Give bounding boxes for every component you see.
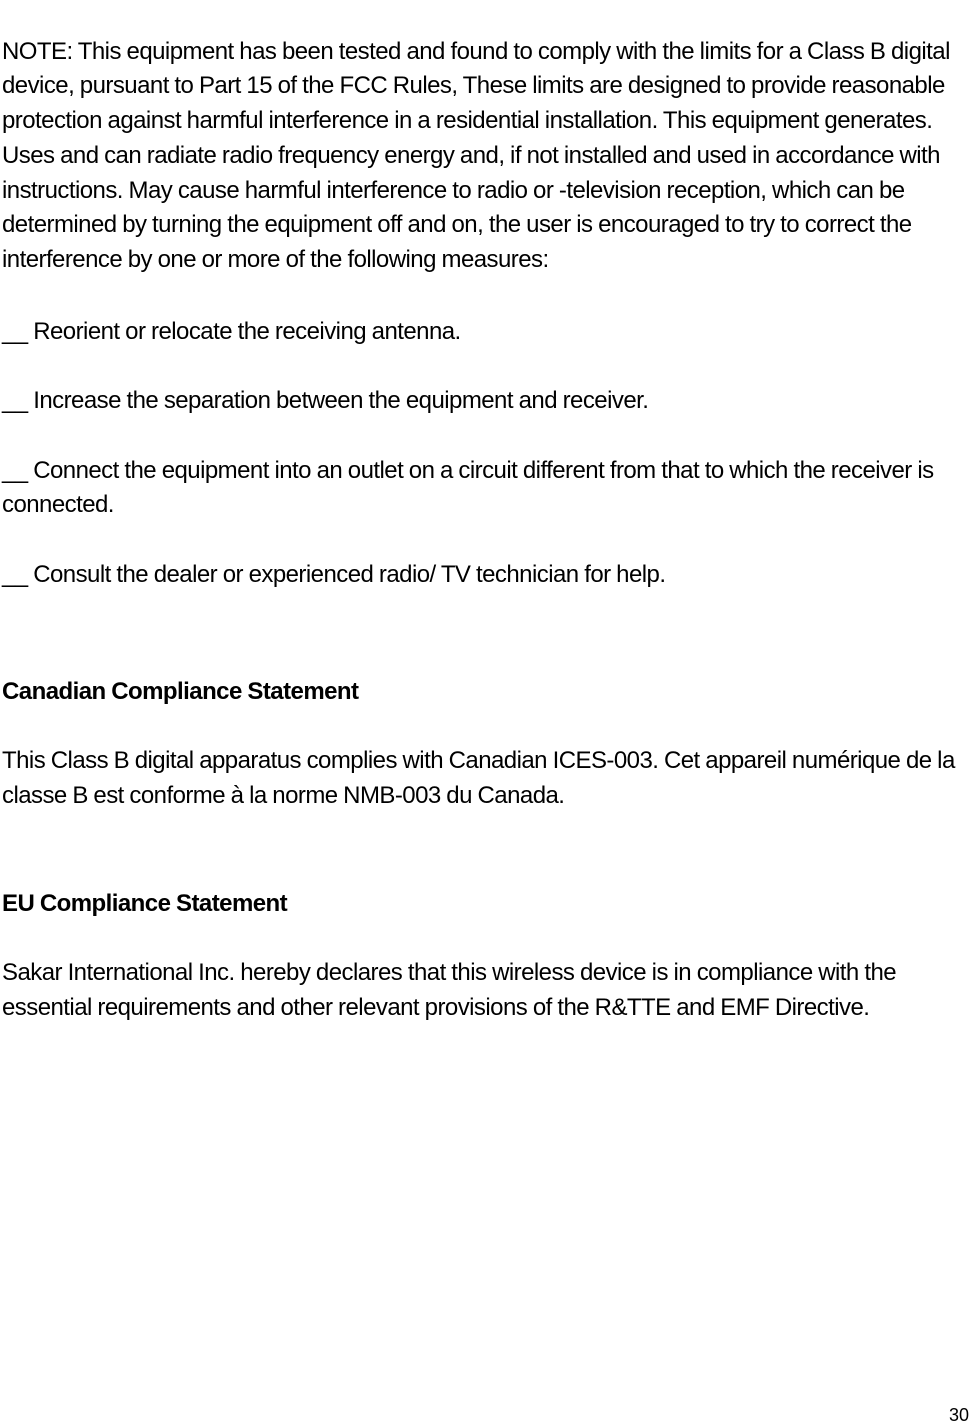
fcc-measure-item: __ Connect the equipment into an outlet on a circuit different from that to which the receiver is connected. — [2, 456, 934, 519]
eu-compliance-heading: EU Compliance Statement — [2, 889, 288, 917]
fcc-measure-item: __ Increase the separation between the equipment and receiver. — [2, 387, 649, 415]
eu-compliance-text: Sakar International Inc. hereby declares that this wireless device is in compliance with the essential requirements and other relevant provisions of the R&TTE and EMF Directive. — [2, 959, 897, 1021]
fcc-note-text: NOTE: This equipment has been tested and found to comply with the limits for a Class B digital device, pursuant to Part 15 of the FCC Rules, These limits are designed to provide reasonable protection against harmful interference in a residential installation. This equipment generates. Uses and can radiate radio frequency energy and, if not installed and used in accordance with instructions. May cause harmful interference to radio or -television reception, which can be determined by turning the equipment off and on, the user is encouraged to try to correct the interference by one or more of the following measures: — [2, 37, 950, 273]
fcc-note-section — [2, 0, 970, 312]
canadian-compliance-section — [2, 640, 970, 848]
fcc-measure-item: __ Reorient or relocate the receiving antenna. — [2, 317, 461, 345]
page-number: 30 — [948, 1405, 969, 1425]
canadian-compliance-text: This Class B digital apparatus complies with Canadian ICES-003. Cet appareil numérique de la classe B est conforme à la norme NMB-003 du Canada. — [2, 747, 955, 809]
fcc-measure-item: __ Consult the dealer or experienced radio/ TV technician for help. — [2, 560, 666, 588]
canadian-compliance-heading: Canadian Compliance Statement — [2, 677, 359, 705]
eu-compliance-section — [2, 852, 970, 1060]
fcc-measures-list — [2, 280, 970, 627]
